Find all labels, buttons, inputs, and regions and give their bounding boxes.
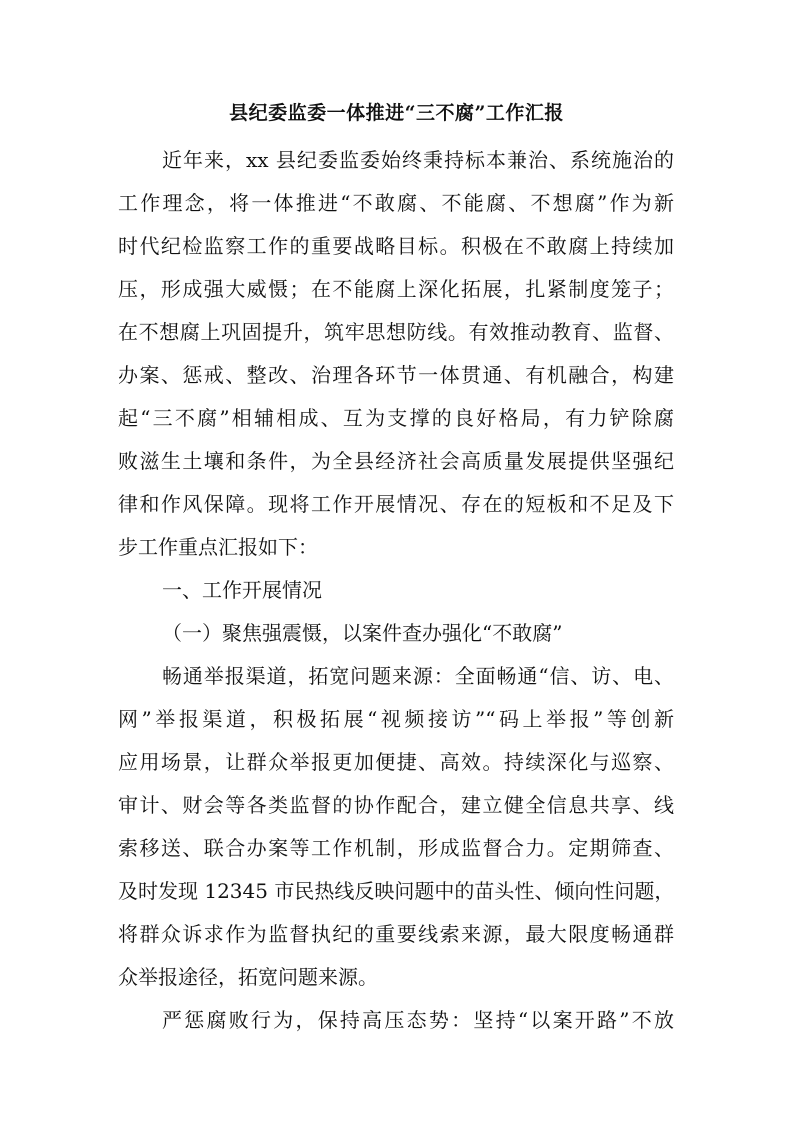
section-heading: 一、工作开展情况 [162,578,322,602]
paragraph-line: 律和作风保障。现将工作开展情况、存在的短板和不足及下 [118,492,674,516]
document-title: 县纪委监委一体推进“三不腐”工作汇报 [229,102,564,124]
paragraph-line: 及时发现 12345 市民热线反映问题中的苗头性、倾向性问题， [118,879,675,903]
paragraph-line: 办案、惩戒、整改、治理各环节一体贯通、有机融合，构建 [118,363,674,387]
paragraph-line: 应用场景，让群众举报更加便捷、高效。持续深化与巡察、 [118,750,674,774]
subsection-heading: （一）聚焦强震慑，以案件查办强化“不敢腐” [162,621,563,645]
paragraph-line: 工作理念，将一体推进“不敢腐、不能腐、不想腐”作为新 [118,191,674,215]
paragraph-line: 将群众诉求作为监督执纪的重要线索来源，最大限度畅通群 [118,922,674,946]
paragraph-line: 压，形成强大威慑；在不能腐上深化拓展，扎紧制度笼子； [118,277,674,301]
paragraph-line: 畅通举报渠道，拓宽问题来源：全面畅通“信、访、电、 [162,664,674,688]
paragraph-line: 败滋生土壤和条件，为全县经济社会高质量发展提供坚强纪 [118,449,674,473]
paragraph-line: 索移送、联合办案等工作机制，形成监督合力。定期筛查、 [118,836,674,860]
paragraph-line: 步工作重点汇报如下： [118,535,318,559]
paragraph-line: 网”举报渠道，积极拓展“视频接访”“码上举报”等创新 [118,707,674,731]
paragraph-line: 审计、财会等各类监督的协作配合，建立健全信息共享、线 [118,793,674,817]
paragraph-line: 时代纪检监察工作的重要战略目标。积极在不敢腐上持续加 [118,234,674,258]
paragraph-line: 近年来，xx 县纪委监委始终秉持标本兼治、系统施治的 [162,148,674,172]
paragraph-line: 众举报途径，拓宽问题来源。 [118,965,378,989]
paragraph-line: 严惩腐败行为，保持高压态势：坚持“以案开路”不放 [162,1008,674,1032]
paragraph-line: 在不想腐上巩固提升，筑牢思想防线。有效推动教育、监督、 [118,320,674,344]
paragraph-line: 起“三不腐”相辅相成、互为支撑的良好格局，有力铲除腐 [118,406,674,430]
